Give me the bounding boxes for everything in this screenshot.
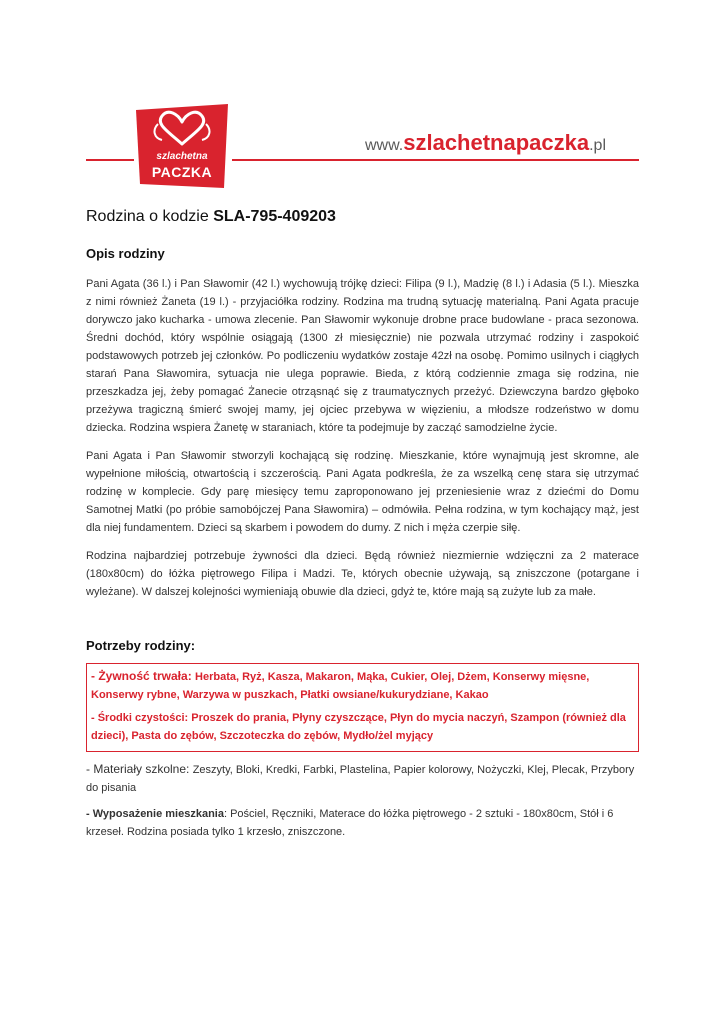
description-paragraph-1: Pani Agata (36 l.) i Pan Sławomir (42 l.) wychowują trójkę dzieci: Filipa (9 l.), Madzię (8 l.) i Adasia (5 l.). Mieszka z nimi również Żaneta (19 l.) - przyjaciółka rodziny. Rodzina ma trudną sytuację materialną. Pani Agata pracuje dorywczo jako kucharka - umowa zlecenie. Pan Sławomir wykonuje drobne prace budowlane - praca sezonowa. Średni dochód, który wspólnie osiągają (1300 zł miesięcznie) nie pozwala utrzymać rodziny i zaspokoić podstawowych potrzeb jej członków. Po podliczeniu wydatków zostaje 42zł na osobę. Pomimo usilnych i ciągłych starań Pana Sławomira, sytuacja nie ulega poprawie. Bieda, z którą codziennie zmaga się rodzina, nie przeszkadza jej, żeby pomagać Żanecie otrząsnąć się z traumatycznych przeżyć. Dziewczyna bardzo głęboko przeżywa tragiczną śmierć swojej mamy, jej ojciec przebywa w więzieniu, a młodsze rodzeństwo w domu dziecka. Rodzina wspiera Żanetę w staraniach, które ta podejmuje by zacząć samodzielne życie. — [86, 278, 639, 434]
page-title — [86, 208, 639, 226]
description-paragraph-3: Rodzina najbardziej potrzebuje żywności dla dzieci. Będą również niezmiernie wdzięczni za 2 materace (180x80cm) do łóżka piętrowego Filipa i Madzi. Te, których obecnie używają, są zniszczone (potargane i wyleżane). W dalszej kolejności wymieniają obuwie dla dzieci, gdyż te, które mają są zużyte lub za małe. — [86, 550, 639, 598]
need-equipment — [86, 805, 639, 841]
logo-text-line1: szlachetna — [156, 151, 208, 162]
need-food — [91, 667, 634, 704]
site-url-prefix: www. — [365, 137, 404, 154]
description-paragraph-2: Pani Agata i Pan Sławomir stworzyli kochającą się rodzinę. Mieszkanie, które wynajmują jest skromne, ale wypełnione miłością, otwartością i szczerością. Pani Agata podkreśla, że za wszelką cenę stara się utrzymać rodzinę w komplecie. Gdy parę miesięcy temu zaproponowano jej przeniesienie wraz z dziećmi do Domu Samotnej Matki (po próbie samobójczej Pana Sławomira) – odmówiła. Pełna rodzina, w tym kochający mąż, jest dla niej fundamentem. Dzieci są skarbem i powodem do dumy. Z nich i męża czerpie siłę. — [86, 450, 639, 534]
priority-needs-box — [86, 663, 639, 752]
page-header — [0, 0, 725, 200]
header-rule-left — [86, 159, 134, 161]
section-heading-needs: Potrzeby rodziny: — [86, 638, 196, 653]
need-food-items: Herbata, Ryż, Kasza, Makaron, Mąka, Cukier, Olej, Dżem, Konserwy mięsne, Konserwy rybne, Warzywa w puszkach, Płatki owsiane/kukurydziane, Kakao — [91, 671, 590, 701]
need-cleaning-items: Proszek do prania, Płyny czyszczące, Płyn do mycia naczyń, Szampon (również dla dzieci), Pasta do zębów, Szczoteczka do zębów, Mydło/żel myjący — [91, 712, 626, 742]
logo-text-line2: PACZKA — [151, 164, 213, 180]
site-url-brand: szlachetnapaczka — [403, 130, 590, 155]
header-rule-right — [232, 159, 639, 161]
need-cleaning-label: - Środki czystości: — [91, 712, 192, 724]
site-url-suffix: .pl — [589, 137, 607, 154]
need-school-label: - Materiały szkolne: — [86, 762, 193, 776]
szlachetna-paczka-logo[interactable] — [136, 104, 228, 188]
need-cleaning — [91, 709, 634, 745]
need-school — [86, 760, 639, 797]
need-equipment-label: - Wyposażenie mieszkania — [86, 808, 224, 820]
section-heading-description: Opis rodziny — [86, 246, 165, 261]
need-school-items: Zeszyty, Bloki, Kredki, Farbki, Plastelina, Papier kolorowy, Nożyczki, Klej, Plecak, Przybory do pisania — [86, 764, 635, 794]
site-url[interactable] — [365, 130, 606, 156]
title-prefix: Rodzina o kodzie — [86, 208, 214, 225]
family-code: SLA-795-409203 — [213, 208, 336, 225]
need-food-label: - Żywność trwała: — [91, 669, 196, 683]
need-equipment-items: : Pościel, Ręczniki, Materace do łóżka piętrowego - 2 sztuki - 180x80cm, Stół i 6 krzeseł. Rodzina posiada tylko 1 krzesło, zniszczone. — [86, 808, 614, 838]
document-body — [86, 208, 639, 841]
